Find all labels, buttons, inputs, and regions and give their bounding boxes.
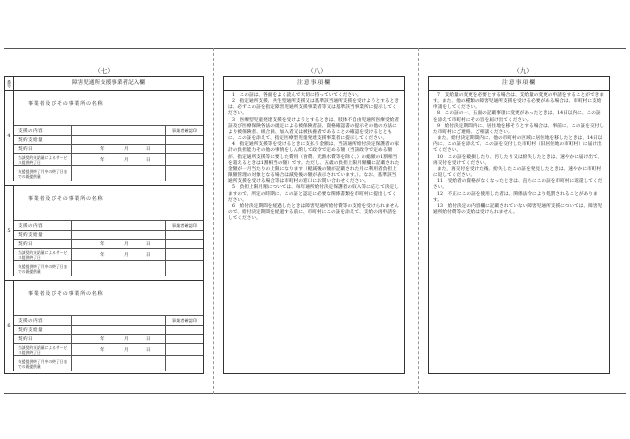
service-content-field[interactable] (72, 126, 165, 135)
contract-date-label: 契約日 (14, 335, 72, 343)
fold-line-2 (418, 48, 419, 394)
confirm-stamp-label: 事業者確認印 (165, 316, 203, 325)
contract-amount-label: 契約支給量 (14, 326, 72, 334)
confirm-stamp-field[interactable] (165, 326, 203, 334)
page-number-9: （九） (513, 67, 533, 75)
end-month-amount-field[interactable] (72, 356, 165, 371)
confirm-stamp-field[interactable] (165, 261, 203, 276)
confirm-stamp-field[interactable] (165, 136, 203, 144)
confirm-stamp-field[interactable] (165, 231, 203, 239)
page-number-7: （七） (94, 67, 114, 75)
notes-body-8 (224, 91, 404, 222)
end-month-amount-field[interactable] (72, 166, 165, 181)
note-item: 13 給付決定の内容欄に記載されていない障害児通所支援については、障害児通所給付費等の支給は受けられません。 (433, 203, 603, 215)
service-content-field[interactable] (72, 221, 165, 230)
note-item: また、再交付を受けた後、紛失したこの証を発見したときは、速やかに市町村に返してください。 (433, 166, 602, 179)
remaining-amount-label: 当該契約支給量によるサービス提供終了日 (14, 344, 72, 355)
page-number-8: （八） (307, 67, 327, 75)
remaining-amount-field[interactable]: 年 月 日 (100, 347, 151, 353)
provider-entry-title: 障害児通所支援事業者記入欄 (72, 80, 145, 86)
confirm-stamp-field[interactable] (165, 356, 203, 371)
end-month-amount-label: 支援提供終了月中の終了日までの既提供量 (14, 356, 72, 371)
provider-name-label: 事業者及びその事業所の名称 (28, 101, 104, 107)
note-item: 8 この証の一、五面の記載事項に変更があったときは、14日以内に、この証を添えて市町村にその旨を届け出てください。 (433, 111, 601, 123)
confirm-stamp-label: 事業者確認印 (165, 126, 203, 135)
end-month-amount-field[interactable] (72, 261, 165, 276)
notes-page-9 (428, 76, 610, 374)
confirm-stamp-field[interactable] (165, 249, 203, 260)
provider-entry-header (5, 77, 203, 91)
contract-date-field[interactable]: 年 月 日 (100, 242, 151, 247)
provider-name-label: 事業者及びその事業所の名称 (28, 291, 104, 297)
provider-block (5, 185, 203, 276)
note-item: 7 支給量の変更を必要とする場合は、支給量の変更の申請をすることができます。また、他の種類の障害児通所支援を受ける必要がある場合は、市町村に支給申請をしてください。 (433, 93, 605, 111)
confirm-stamp-field[interactable] (165, 154, 203, 165)
confirm-stamp-label: 事業者確認印 (165, 221, 203, 230)
provider-block (5, 90, 203, 181)
contract-amount-field[interactable] (72, 136, 165, 144)
note-item: 3 医療型児童発達支援を受けようとするときは、肢体不自由児通所医療受給者証及び医療保険各法の規定による被保険者証、資格確認書の提示その他の方法により被保険者、組合員、加入者又は被扶養者であることの確認を受けるとともに、この証を添えて、指定医療型児童発達支援事業者に提示してください。 (228, 117, 400, 142)
service-content-label: 支援の内容 (14, 126, 72, 135)
block-index: 6 (5, 281, 14, 371)
note-item: 4 指定通所支援等を受けるときに支払う金額は、当該通所給付決定保護者の家計の負担能力その他の事情をしん酌して政令で定める額（当該政令で定める額が、指定通所支援等に要した費用（食費、光熱水費等を除く。）の総額の1割相当を超えるときは1割相当の額）です。ただし、五歳の負担上限月額欄に記載された金額が一月当たりの上限になります（軽減後の額が記載された月に利用者負担上限額管理の対象となる場合は減免後の額が表示されています。）。なお、基準該当通所支援を受ける場合等は市町村の窓口にお問い合わせください。 (228, 142, 400, 185)
note-item: 11 受給者の資格がなくなったときは、直ちにこの証を市町村に返還してください。 (433, 179, 603, 191)
end-month-amount-label: 支援提供終了月中の終了日までの既提供量 (14, 261, 72, 276)
confirm-stamp-field[interactable] (165, 166, 203, 181)
note-item: 10 この証を破損したり、汚したり又は紛失したときは、速やかに届け出て、再交付を受けてください。 (433, 154, 603, 166)
note-item: 6 給付決定期間を経過したときは障害児通所給付費等の支給を受けられませんので、給付決定期間を経過する前に、市町村にこの証を添えて、支給の再申請をしてください。 (228, 203, 400, 222)
note-item: 2 指定通所支援、共生型通所支援又は基準該当通所支援を受けようとするときは、必ずこの証を指定障害児通所支援事業者等又は基準該当事業所に提示してください。 (228, 99, 400, 117)
page-label: 番号 (5, 77, 14, 90)
notes-title-8: 注意事項欄 (224, 77, 404, 91)
remaining-amount-field[interactable]: 年 月 日 (100, 252, 151, 258)
note-item: また、給付決定期間内に、他の市町村の区域に居住地を移したときは、14日以内に、この証を添えて、この証を交付した市町村（旧居住地の市町村）に届け出てください。 (433, 136, 603, 154)
provider-block (5, 280, 203, 371)
remaining-amount-label: 当該契約支給量によるサービス提供終了日 (14, 154, 72, 165)
contract-amount-field[interactable] (72, 326, 165, 334)
note-item: 5 負担上限月額については、毎年通所給付決定保護者の収入等に応じて決定しますので、所定の時期に、この証と認定に必要な関係書類を市町村に提出してください。 (228, 185, 399, 203)
notes-title-9: 注意事項欄 (429, 77, 609, 91)
service-content-field[interactable] (72, 316, 165, 325)
end-month-amount-label: 支援提供終了月中の終了日までの既提供量 (14, 166, 72, 181)
note-item: 12 不正にこの証を使用した者は、関係法令により処罰されることがあります。 (433, 191, 598, 203)
provider-entry-page (4, 76, 204, 374)
fold-line-1 (213, 48, 214, 394)
service-content-label: 支援の内容 (14, 316, 72, 325)
service-content-label: 支援の内容 (14, 221, 72, 230)
provider-name-label: 事業者及びその事業所の名称 (28, 196, 104, 202)
confirm-stamp-field[interactable] (165, 344, 203, 355)
confirm-stamp-field[interactable] (165, 240, 203, 248)
contract-date-field[interactable]: 年 月 日 (100, 147, 151, 152)
notes-body-9 (429, 91, 609, 216)
remaining-amount-label: 当該契約支給量によるサービス提供終了日 (14, 249, 72, 260)
confirm-stamp-field[interactable] (165, 335, 203, 343)
block-index: 4 (5, 91, 14, 181)
contract-amount-field[interactable] (72, 231, 165, 239)
note-item: 9 給付決定期間内に、居住地を移そうとする場合は、事前に、この証を交付した市町村にご連絡、ご相談ください。 (433, 123, 605, 135)
contract-date-label: 契約日 (14, 240, 72, 248)
contract-amount-label: 契約支給量 (14, 136, 72, 144)
note-item: 1 この証は、各面をよく読んで大切に持っていてください。 (232, 93, 362, 98)
contract-amount-label: 契約支給量 (14, 231, 72, 239)
contract-date-label: 契約日 (14, 145, 72, 153)
block-index: 5 (5, 186, 14, 276)
notes-page-8 (223, 76, 405, 374)
remaining-amount-field[interactable]: 年 月 日 (100, 157, 151, 163)
contract-date-field[interactable]: 年 月 日 (100, 337, 151, 342)
confirm-stamp-field[interactable] (165, 145, 203, 153)
